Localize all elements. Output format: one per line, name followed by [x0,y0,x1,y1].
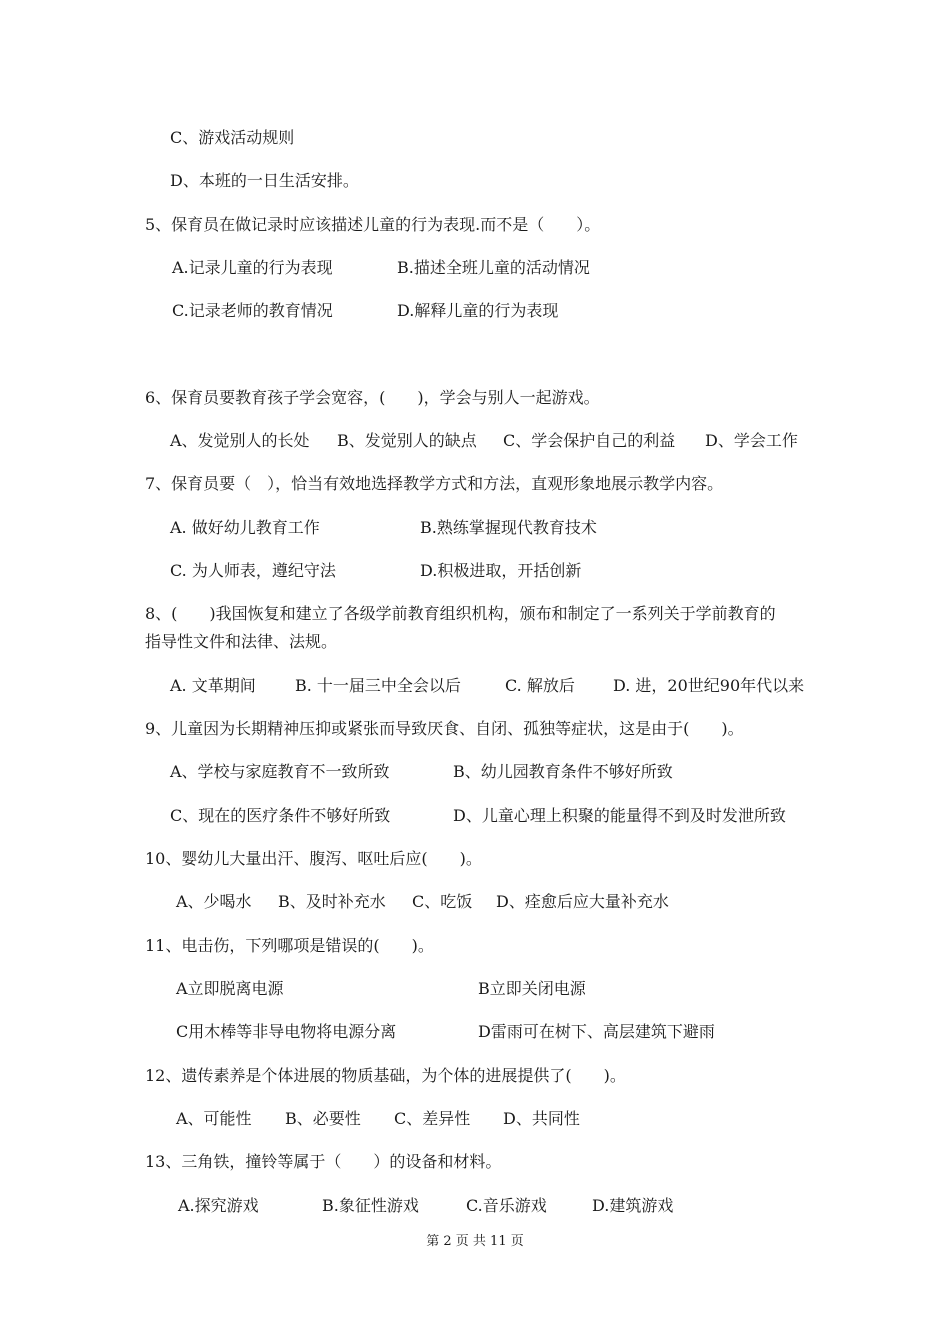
question-12: 12、遗传素养是个体进展的物质基础，为个体的进展提供了( )。 [145,1066,626,1085]
q6-option-d: D、学会工作 [705,431,798,450]
q9-option-a: A、学校与家庭教育不一致所致 [170,762,390,781]
question-5: 5、保育员在做记录时应该描述儿童的行为表现.而不是（ ）。 [145,215,601,234]
q7-option-b: B.熟练掌握现代教育技术 [420,518,597,537]
q13-option-a: A.探究游戏 [178,1196,259,1215]
page-footer: 第 2 页 共 11 页 [426,1234,524,1249]
q10-option-c: C、吃饭 [412,892,473,911]
q9-option-b: B、幼儿园教育条件不够好所致 [453,762,673,781]
q7-option-a: A. 做好幼儿教育工作 [170,518,320,537]
q7-option-d: D.积极进取，开括创新 [420,561,582,580]
q13-option-d: D.建筑游戏 [592,1196,674,1215]
q6-option-a: A、发觉别人的长处 [170,431,310,450]
q8-option-a: A. 文革期间 [170,676,256,695]
question-8: 8、( )我国恢复和建立了各级学前教育组织机构，颁布和制定了一系列关于学前教育的 [145,604,776,623]
q5-option-c: C.记录老师的教育情况 [172,301,333,320]
question-9: 9、儿童因为长期精神压抑或紧张而导致厌食、自闭、孤独等症状，这是由于( )。 [145,719,744,738]
q12-option-b: B、必要性 [285,1109,361,1128]
q8-option-b: B. 十一届三中全会以后 [295,676,461,695]
question-13: 13、三角铁，撞铃等属于（ ）的设备和材料。 [145,1152,502,1171]
q8-option-c: C. 解放后 [505,676,575,695]
q9-option-c: C、现在的医疗条件不够好所致 [170,806,391,825]
option-c-text: C、游戏活动规则 [170,128,295,147]
q5-option-d: D.解释儿童的行为表现 [397,301,559,320]
q11-option-d: D雷雨可在树下、高层建筑下避雨 [478,1022,715,1041]
q12-option-d: D、共同性 [503,1109,580,1128]
q10-option-d: D、痊愈后应大量补充水 [496,892,669,911]
q6-option-c: C、学会保护自己的利益 [503,431,676,450]
question-6: 6、保育员要教育孩子学会宽容，( )，学会与别人一起游戏。 [145,388,600,407]
q11-option-b: B立即关闭电源 [478,979,586,998]
question-8-cont: 指导性文件和法律、法规。 [145,632,338,651]
q10-option-a: A、少喝水 [176,892,252,911]
q8-option-d: D. 进，20世纪90年代以来 [613,676,805,695]
question-10: 10、婴幼儿大量出汗、腹泻、呕吐后应( )。 [145,849,482,868]
q12-option-a: A、可能性 [176,1109,252,1128]
q11-option-c: C用木棒等非导电物将电源分离 [176,1022,397,1041]
q13-option-c: C.音乐游戏 [466,1196,547,1215]
option-d-text: D、本班的一日生活安排。 [170,171,359,190]
q12-option-c: C、差异性 [394,1109,471,1128]
question-11: 11、电击伤，下列哪项是错误的( )。 [145,936,434,955]
q5-option-a: A.记录儿童的行为表现 [172,258,333,277]
q6-option-b: B、发觉别人的缺点 [337,431,477,450]
q5-option-b: B.描述全班儿童的活动情况 [397,258,590,277]
q13-option-b: B.象征性游戏 [322,1196,419,1215]
question-7: 7、保育员要（ ），恰当有效地选择教学方式和方法，直观形象地展示教学内容。 [145,474,724,493]
q10-option-b: B、及时补充水 [278,892,386,911]
q9-option-d: D、儿童心理上积聚的能量得不到及时发泄所致 [453,806,786,825]
q11-option-a: A立即脱离电源 [176,979,284,998]
q7-option-c: C. 为人师表，遵纪守法 [170,561,336,580]
